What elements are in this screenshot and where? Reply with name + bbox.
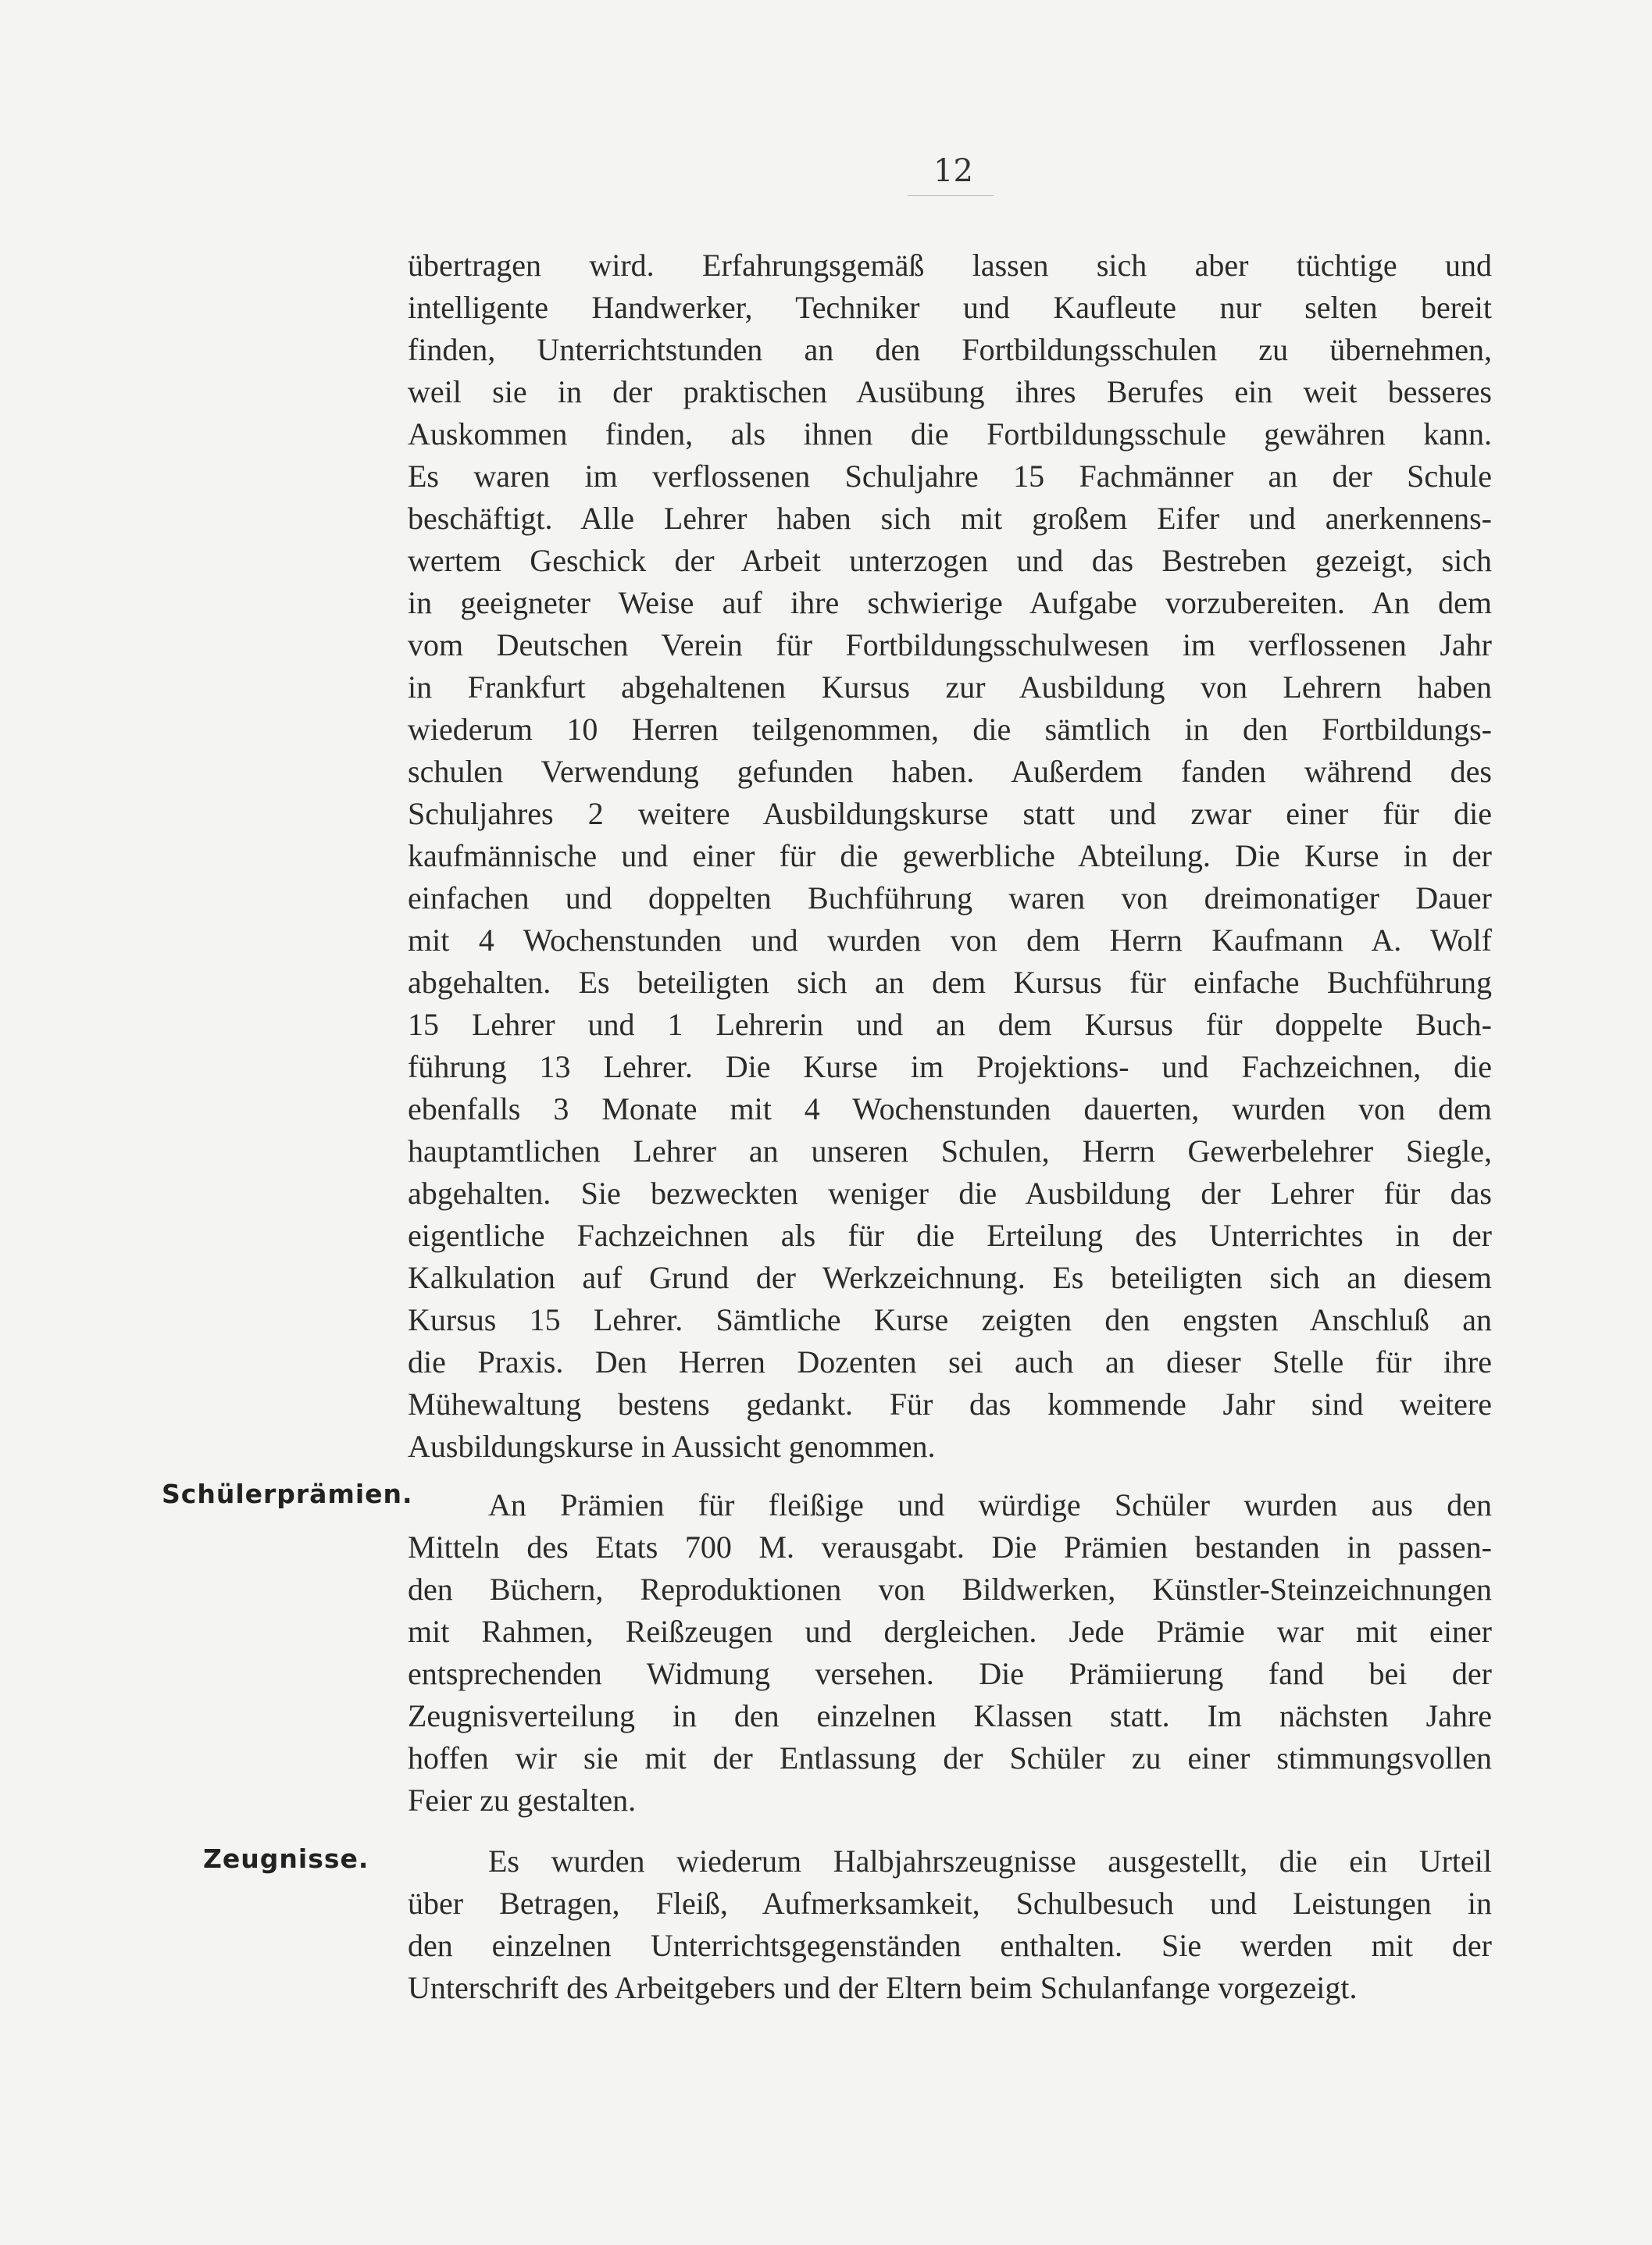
text-line: schulen Verwendung gefunden haben. Außerdem fanden während des [408,754,1492,789]
text-line: Schuljahres 2 weitere Ausbildungskurse statt und zwar einer für die [408,796,1492,831]
text-line: über Betragen, Fleiß, Aufmerksamkeit, Schulbesuch und Leistungen in [408,1886,1492,1921]
text-line: entsprechenden Widmung versehen. Die Prämiierung fand bei der [408,1656,1492,1691]
text-line: abgehalten. Es beteiligten sich an dem Kursus für einfache Buchführung [408,965,1492,1000]
text-line: finden, Unterrichtstunden an den Fortbildungsschulen zu übernehmen, [408,332,1492,367]
margin-heading-zeugnisse: Zeugnisse. [203,1843,369,1874]
text-line: Feier zu gestalten. [408,1783,637,1818]
text-line: An Prämien für fleißige und würdige Schüler wurden aus den [488,1487,1492,1522]
page-number-rule [908,195,994,196]
text-line: intelligente Handwerker, Techniker und Kaufleute nur selten bereit [408,290,1492,325]
text-line: in geeigneter Weise auf ihre schwierige Aufgabe vorzubereiten. An dem [408,585,1492,620]
text-line: Mitteln des Etats 700 M. verausgabt. Die Prämien bestanden in passen- [408,1529,1492,1565]
text-line: ebenfalls 3 Monate mit 4 Wochenstunden dauerten, wurden von dem [408,1091,1492,1126]
text-line: eigentliche Fachzeichnen als für die Erteilung des Unterrichtes in der [408,1218,1492,1253]
text-line: Unterschrift des Arbeitgebers und der Eltern beim Schulanfange vorgezeigt. [408,1970,1358,2005]
margin-heading-schuelerpraemien: Schülerprämien. [162,1479,413,1509]
text-line: beschäftigt. Alle Lehrer haben sich mit großem Eifer und anerkennens- [408,501,1492,536]
text-line: die Praxis. Den Herren Dozenten sei auch an dieser Stelle für ihre [408,1344,1492,1379]
page-number: 12 [933,153,973,189]
text-line: den Büchern, Reproduktionen von Bildwerken, Künstler-Steinzeichnungen [408,1572,1492,1607]
text-line: führung 13 Lehrer. Die Kurse im Projektions- und Fachzeichnen, die [408,1049,1492,1084]
text-line: übertragen wird. Erfahrungsgemäß lassen sich aber tüchtige und [408,248,1492,283]
text-line: Zeugnisverteilung in den einzelnen Klassen statt. Im nächsten Jahre [408,1698,1492,1733]
text-line: vom Deutschen Verein für Fortbildungsschulwesen im verflossenen Jahr [408,627,1492,662]
text-line: Kursus 15 Lehrer. Sämtliche Kurse zeigten den engsten Anschluß an [408,1302,1492,1337]
text-line: Ausbildungskurse in Aussicht genommen. [408,1429,936,1464]
text-line: kaufmännische und einer für die gewerbliche Abteilung. Die Kurse in der [408,838,1492,873]
text-line: den einzelnen Unterrichtsgegenständen enthalten. Sie werden mit der [408,1928,1492,1963]
text-line: Kalkulation auf Grund der Werkzeichnung. Es beteiligten sich an diesem [408,1260,1492,1295]
text-line: mit Rahmen, Reißzeugen und dergleichen. Jede Prämie war mit einer [408,1614,1492,1649]
text-line: Es wurden wiederum Halbjahrszeugnisse ausgestellt, die ein Urteil [488,1843,1492,1879]
text-line: einfachen und doppelten Buchführung waren von dreimonatiger Dauer [408,880,1492,915]
text-line: weil sie in der praktischen Ausübung ihres Berufes ein weit besseres [408,374,1492,409]
text-line: mit 4 Wochenstunden und wurden von dem Herrn Kaufmann A. Wolf [408,923,1492,958]
text-line: in Frankfurt abgehaltenen Kursus zur Ausbildung von Lehrern haben [408,669,1492,705]
text-line: hoffen wir sie mit der Entlassung der Schüler zu einer stimmungsvollen [408,1740,1492,1776]
text-line: Es waren im verflossenen Schuljahre 15 Fachmänner an der Schule [408,459,1492,494]
text-line: 15 Lehrer und 1 Lehrerin und an dem Kursus für doppelte Buch- [408,1007,1492,1042]
text-line: wiederum 10 Herren teilgenommen, die sämtlich in den Fortbildungs- [408,712,1492,747]
text-line: abgehalten. Sie bezweckten weniger die Ausbildung der Lehrer für das [408,1176,1492,1211]
text-line: Mühewaltung bestens gedankt. Für das kommende Jahr sind weitere [408,1387,1492,1422]
text-line: wertem Geschick der Arbeit unterzogen und das Bestreben gezeigt, sich [408,543,1492,578]
text-line: Auskommen finden, als ihnen die Fortbildungsschule gewähren kann. [408,416,1492,451]
text-line: hauptamtlichen Lehrer an unseren Schulen, Herrn Gewerbelehrer Siegle, [408,1133,1492,1169]
